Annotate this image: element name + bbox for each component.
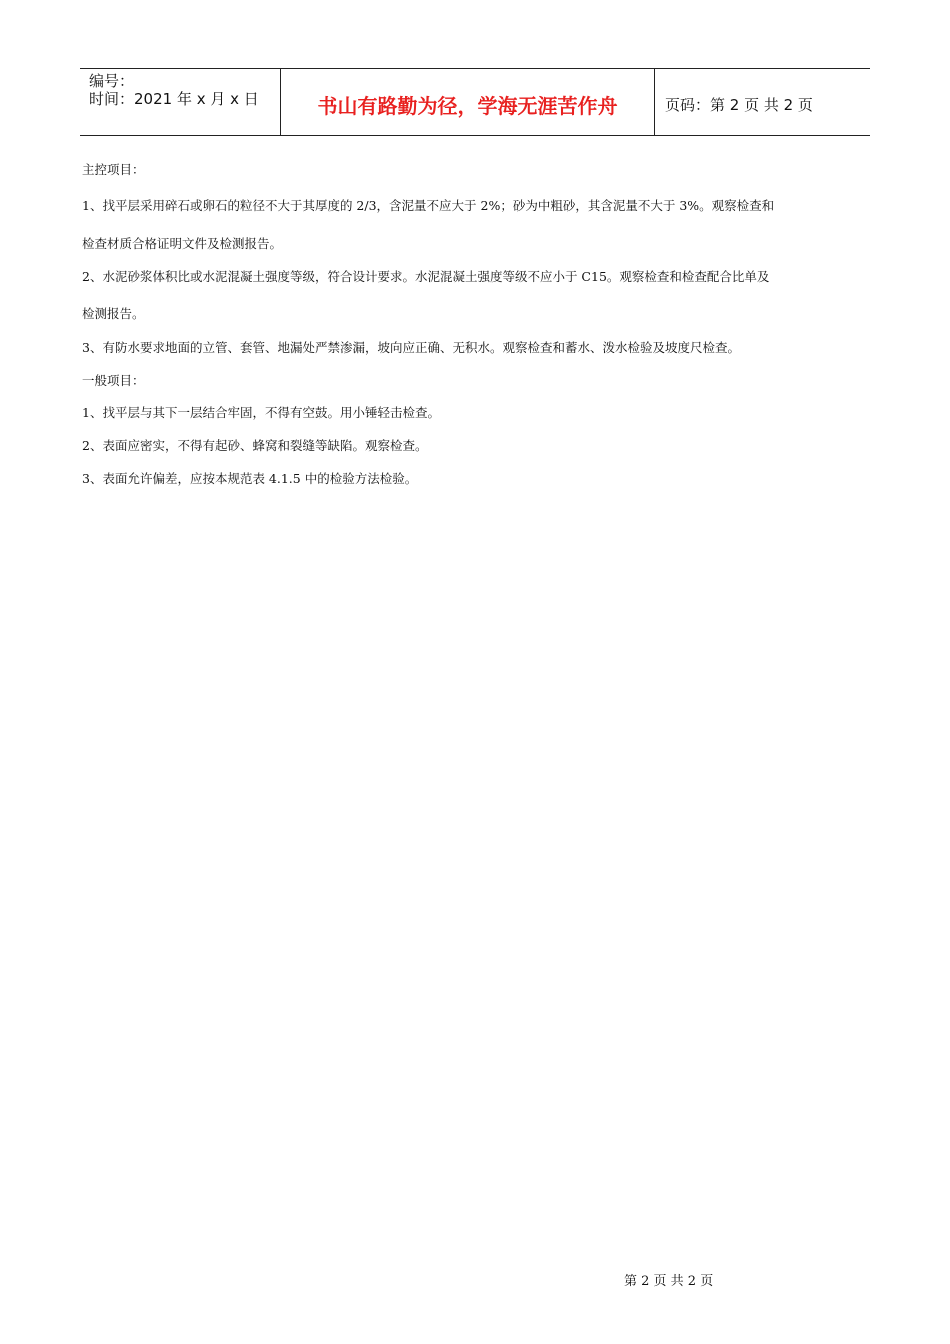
document-time-label: 时间：2021 年 x 月 x 日 [89,90,259,108]
main-item-line: 3、有防水要求地面的立管、套管、地漏处严禁渗漏，坡向应正确、无积水。观察检查和蓄水、泼水检验及坡度尺检查。 [82,340,740,355]
page-footer: 第 2 页 共 2 页 [624,1274,714,1289]
main-item-line: 2、水泥砂浆体积比或水泥混凝土强度等级，符合设计要求。水泥混凝土强度等级不应小于 C15。观察检查和检查配合比单及 [82,269,770,284]
header-meta-cell [80,69,281,135]
general-item-line: 2、表面应密实，不得有起砂、蜂窝和裂缝等缺陷。观察检查。 [82,438,428,453]
header-motto: 书山有路勤为径，学海无涯苦作舟 [281,69,655,135]
general-item-line: 3、表面允许偏差，应按本规范表 4.1.5 中的检验方法检验。 [82,471,418,486]
main-item-line: 检查材质合格证明文件及检测报告。 [82,236,283,251]
document-header [80,68,870,136]
general-items-heading: 一般项目： [82,373,145,388]
main-item-line: 1、找平层采用碎石或卵石的粒径不大于其厚度的 2/3，含泥量不应大于 2%；砂为中粗砂，其含泥量不大于 3%。观察检查和 [82,198,775,213]
main-items-heading: 主控项目： [82,162,145,177]
document-number-label: 编号： [89,72,135,90]
header-page-indicator: 页码：第 2 页 共 2 页 [665,95,813,114]
general-item-line: 1、找平层与其下一层结合牢固，不得有空鼓。用小锤轻击检查。 [82,405,440,420]
main-item-line: 检测报告。 [82,306,145,321]
